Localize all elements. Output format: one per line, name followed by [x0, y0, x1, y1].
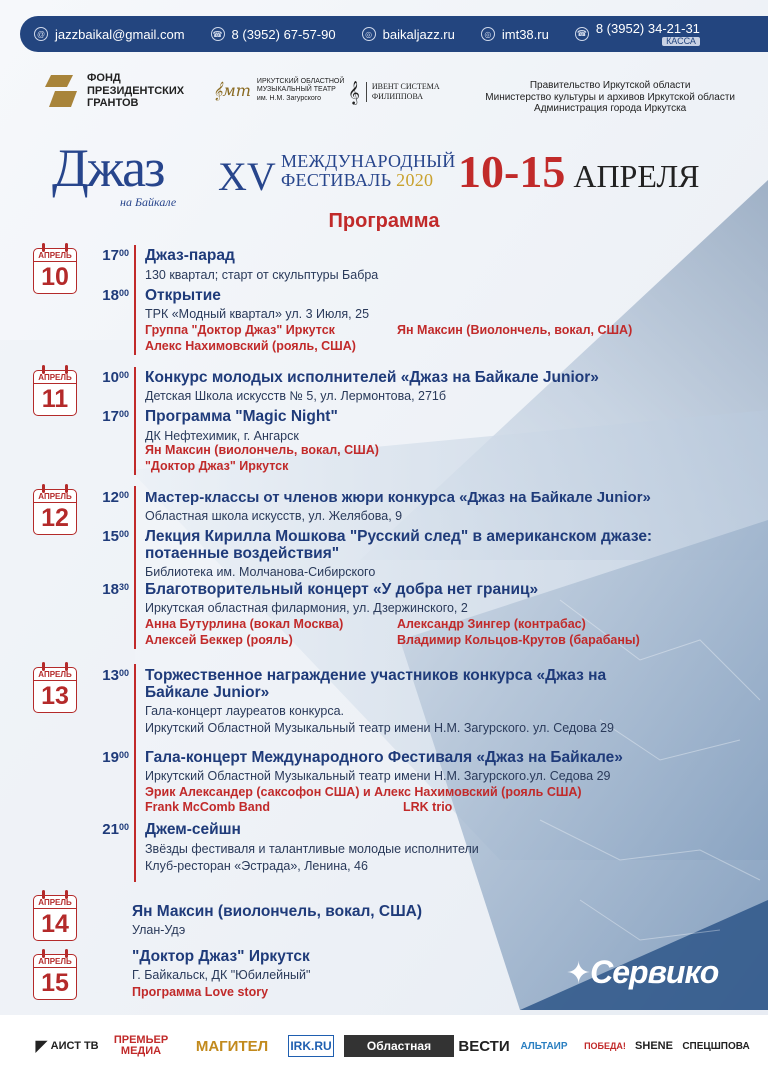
teatr-line-3: им. Н.М. Загурского: [256, 94, 322, 102]
email-icon: @: [34, 27, 48, 41]
sponsor-logo: [458, 1030, 510, 1062]
teatr-line-2: МУЗЫКАЛЬНЫЙ ТЕАТР: [256, 86, 336, 94]
event-time-hours: 10: [102, 369, 119, 386]
event-performer: Алексей Беккер (рояль): [145, 633, 293, 647]
gov-line-1: Правительство Иркутской области: [529, 80, 691, 91]
event-title: "Доктор Джаз" Иркутск: [132, 948, 310, 965]
event-time-hours: 15: [102, 528, 119, 545]
calendar-icon: [33, 489, 77, 535]
event-venue: Иркутская областная филармония, ул. Дзержинского, 2: [145, 601, 468, 615]
sponsor-logo: [514, 1030, 574, 1062]
fond-line-1: ФОНД: [87, 72, 121, 84]
event-time: [89, 287, 129, 304]
event-line-1: ИВЕНТ СИСТЕМА: [371, 82, 440, 92]
event-performer: Frank McComb Band: [145, 800, 271, 814]
sponsor-logo: [186, 1030, 278, 1062]
calendar-icon: [33, 370, 77, 416]
gov-line-3: Администрация города Иркутска: [534, 103, 687, 114]
calendar-day: 15: [41, 969, 69, 997]
event-performer: Программа Love story: [132, 985, 269, 999]
site-1-text: baikaljazz.ru: [382, 26, 455, 42]
servico-text: Сервико: [590, 954, 719, 990]
event-venue-address: Иркутский Областной Музыкальный театр имени Н.М. Загурского. ул. Седова 29: [145, 721, 614, 735]
phone-2-text: 8 (3952) 34-21-31: [595, 20, 700, 36]
calendar-icon: [33, 954, 77, 1000]
calendar-month: АПРЕЛЬ: [34, 896, 76, 909]
event-time: [89, 369, 129, 386]
sponsors-strip: [0, 1030, 768, 1070]
event-time: [89, 528, 129, 545]
servico-mark-icon: ✦: [566, 957, 591, 990]
event-venue: Улан-Удэ: [132, 923, 186, 937]
sponsor-name: IRK.RU: [290, 1039, 332, 1053]
event-title: Джем-сейшн: [145, 821, 241, 838]
event-time-minutes: 00: [118, 490, 129, 500]
contact-phone-2[interactable]: [575, 22, 700, 46]
festival-header: [48, 135, 728, 215]
calendar-month: АПРЕЛЬ: [34, 249, 76, 262]
event-time: [89, 821, 129, 838]
sponsor-name: SHENE: [635, 1040, 673, 1052]
government-organizers: [485, 80, 735, 115]
event-time-hours: 12: [102, 489, 119, 506]
event-performer: Ян Максин (Виолончель, вокал, США): [397, 323, 633, 337]
calendar-month: АПРЕЛЬ: [34, 371, 76, 384]
gov-line-2: Министерство культуры и архивов Иркутской области: [485, 91, 735, 103]
teatr-line-1: ИРКУТСКИЙ ОБЛАСТНОЙ: [256, 78, 345, 85]
event-venue-address: Клуб-ресторан «Эстрада», Ленина, 46: [145, 859, 368, 873]
sponsor-logo: [344, 1035, 454, 1057]
calendar-month: АПРЕЛЬ: [34, 955, 76, 968]
event-title: Мастер-классы от членов жюри конкурса «Джаз на Байкале Junior»: [145, 489, 651, 506]
event-time-minutes: 00: [118, 288, 129, 298]
calendar-month: АПРЕЛЬ: [34, 668, 76, 681]
event-performer: Ян Максин (виолончель, вокал, США): [145, 443, 379, 457]
festival-logo-jazz: Джаз: [52, 138, 164, 198]
event-title: Лекция Кирилла Мошкова "Русский след" в американском джазе: потаенные воздействия": [145, 528, 653, 562]
sponsor-logo: [32, 1030, 102, 1062]
calendar-month: АПРЕЛЬ: [34, 490, 76, 503]
festival-name: [281, 152, 456, 190]
event-title: Открытие: [145, 287, 221, 304]
event-performer: Группа "Доктор Джаз" Иркутск: [145, 323, 335, 337]
contact-site-1[interactable]: [362, 27, 455, 42]
day-divider: [134, 367, 136, 475]
site-2-text: imt38.ru: [501, 26, 549, 42]
event-mark-icon: 𝄞: [348, 80, 360, 104]
festival-name-line-2: ФЕСТИВАЛЬ: [281, 169, 392, 190]
calendar-day: 12: [41, 504, 69, 532]
event-time-minutes: 00: [118, 409, 129, 419]
festival-date-range: 10-15: [458, 146, 566, 197]
calendar-day: 13: [41, 682, 69, 710]
sponsor-logo: [106, 1030, 176, 1062]
phone-kassa: [596, 22, 700, 46]
event-performer: Эрик Александер (саксофон США) и Алекс Нахимовский (рояль США): [145, 785, 582, 799]
calendar-icon: [33, 667, 77, 713]
teatr-mark-icon: 𝄞мт: [213, 80, 251, 100]
festival-month: АПРЕЛЯ: [573, 158, 700, 194]
event-performer: Анна Бутурлина (вокал Москва): [145, 617, 344, 631]
festival-edition: XV: [218, 154, 276, 199]
event-title: Торжественное награждение участников конкурса «Джаз на Байкале Junior»: [145, 667, 607, 701]
fond-mark-icon: [45, 73, 79, 109]
event-venue: Звёзды фестиваля и талантливые молодые исполнители: [145, 842, 479, 856]
event-title: Благотворительный концерт «У добра нет границ»: [145, 581, 539, 598]
event-title: Ян Максин (виолончель, вокал, США): [132, 903, 423, 920]
calendar-icon: [33, 248, 77, 294]
event-time: [89, 489, 129, 506]
sponsor-name: ВЕСТИ: [458, 1037, 510, 1055]
event-time: [89, 749, 129, 766]
event-venue: Г. Байкальск, ДК "Юбилейный": [132, 968, 311, 982]
phone-icon: ☎: [211, 27, 225, 41]
event-time-minutes: 00: [118, 248, 129, 258]
sponsor-name: ПОБЕДА!: [584, 1041, 626, 1051]
event-time-hours: 21: [102, 821, 119, 838]
sponsor-name: МАГИТЕЛ: [195, 1037, 269, 1055]
event-time-hours: 17: [102, 247, 119, 264]
contact-phone-1[interactable]: [211, 27, 336, 42]
kassa-label: КАССА: [662, 37, 700, 46]
event-time-hours: 19: [102, 749, 119, 766]
sponsor-logo: [582, 1030, 628, 1062]
fond-line-3: ГРАНТОВ: [87, 97, 139, 110]
day-divider: [134, 664, 136, 882]
phone-icon: ☎: [575, 27, 589, 41]
event-venue: ДК Нефтехимик, г. Ангарск: [145, 429, 299, 443]
contact-bar: [20, 16, 768, 52]
sponsor-name: АЛЬТАИР: [520, 1040, 568, 1052]
event-time-hours: 17: [102, 408, 119, 425]
event-performer: Владимир Кольцов-Крутов (барабаны): [397, 633, 640, 647]
event-venue: Библиотека им. Молчанова-Сибирского: [145, 565, 376, 579]
event-performer: LRK trio: [403, 800, 453, 814]
event-time: [89, 408, 129, 425]
fond-line-2: ПРЕЗИДЕНТСКИХ: [87, 84, 185, 97]
sponsor-name: АИСТ ТВ: [50, 1040, 99, 1052]
event-venue: 130 квартал; старт от скульптуры Бабра: [145, 268, 379, 282]
day-divider: [134, 245, 136, 355]
phone-1-text: 8 (3952) 67-57-90: [231, 26, 336, 42]
event-time-minutes: 00: [118, 668, 129, 678]
festival-name-line-1: МЕЖДУНАРОДНЫЙ: [281, 151, 456, 171]
event-title: Джаз-парад: [145, 247, 235, 264]
sponsor-logo: [288, 1035, 334, 1057]
event-venue: Областная школа искусств, ул. Желябова, 9: [145, 509, 403, 523]
event-time-minutes: 30: [118, 582, 129, 592]
program-title: Программа: [328, 210, 440, 232]
event-time-hours: 13: [102, 667, 119, 684]
fond-logo: [45, 72, 184, 110]
sponsor-name: СПЕЦШПОВА: [682, 1040, 750, 1052]
calendar-icon: [33, 895, 77, 941]
contact-site-2[interactable]: [481, 27, 549, 42]
event-time: [89, 581, 129, 598]
event-performer: "Доктор Джаз" Иркутск: [145, 459, 289, 473]
event-venue: Иркутский Областной Музыкальный театр имени Н.М. Загурского.ул. Седова 29: [145, 769, 611, 783]
festival-logo-subtitle: на Байкале: [120, 195, 177, 209]
calendar-day: 10: [41, 263, 69, 291]
event-venue: ТРК «Модный квартал» ул. 3 Июля, 25: [145, 307, 370, 321]
event-venue: Детская Школа искусств № 5, ул. Лермонтова, 271б: [145, 389, 447, 403]
contact-email[interactable]: [34, 27, 185, 42]
globe-icon: ◎: [362, 27, 376, 41]
calendar-day: 14: [41, 910, 69, 938]
festival-dates: [458, 145, 700, 198]
event-time-minutes: 00: [118, 750, 129, 760]
event-time-hours: 18: [102, 581, 119, 598]
event-performer: Алекс Нахимовский (рояль, США): [145, 339, 356, 353]
event-title: Гала-концерт Международного Фестиваля «Джаз на Байкале»: [145, 749, 623, 766]
teatr-logo: [213, 78, 344, 103]
globe-icon: ◎: [481, 27, 495, 41]
aist-icon: ◤: [35, 1038, 48, 1055]
event-time-minutes: 00: [118, 822, 129, 832]
event-performer: Александр Зингер (контрабас): [397, 617, 586, 631]
organizer-logos: [45, 70, 745, 116]
event-venue: Гала-концерт лауреатов конкурса.: [145, 704, 344, 718]
event-time-hours: 18: [102, 287, 119, 304]
event-time-minutes: 00: [118, 529, 129, 539]
event-time-minutes: 00: [118, 370, 129, 380]
festival-year: 2020: [396, 169, 434, 190]
event-line-2: ФИЛИППОВА: [371, 92, 424, 101]
event-time: [89, 667, 129, 684]
sponsor-name: ПРЕМЬЕР МЕДИА: [113, 1034, 169, 1057]
sponsor-logo: [630, 1030, 678, 1062]
calendar-day: 11: [41, 385, 69, 413]
sponsor-logo: [684, 1030, 748, 1062]
sponsor-name: Областная: [366, 1039, 432, 1053]
event-title: Конкурс молодых исполнителей «Джаз на Байкале Junior»: [145, 369, 599, 386]
email-text: jazzbaikal@gmail.com: [55, 26, 185, 42]
day-divider: [134, 486, 136, 649]
event-title: Программа "Magic Night": [145, 408, 338, 425]
event-time: [89, 247, 129, 264]
event-system-logo: [348, 80, 440, 104]
